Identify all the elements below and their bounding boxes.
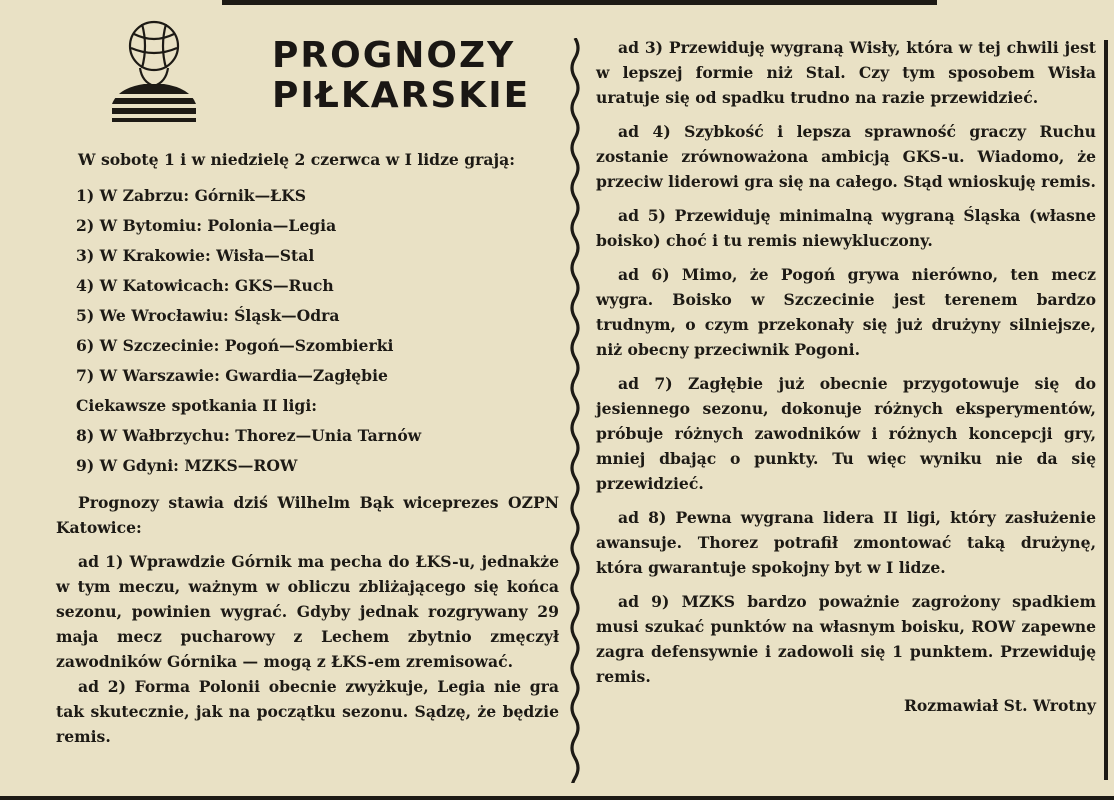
match-item: 3) W Krakowie: Wisła—Stal	[76, 246, 315, 265]
prediction-3: ad 3) Przewiduję wygraną Wisły, która w tej chwili jest w lepszej formie niż Stal. Czy tym sposobem Wisła uratuje się od spadku trudno na razie przewidzieć.	[596, 38, 1096, 107]
match-item: 8) W Wałbrzychu: Thorez—Unia Tarnów	[76, 426, 422, 445]
match-item: 6) W Szczecinie: Pogoń—Szombierki	[76, 336, 394, 355]
predictor-paragraph: Prognozy stawia dziś Wilhelm Bąk wiceprezes OZPN Katowice:	[56, 493, 559, 537]
match-item: 4) W Katowicach: GKS—Ruch	[76, 276, 334, 295]
prediction-2: ad 2) Forma Polonii obecnie zwyżkuje, Legia nie gra tak skutecznie, jak na początku sezonu. Sądzę, że będzie remis.	[56, 677, 559, 746]
right-column	[596, 35, 1096, 718]
prediction-8: ad 8) Pewna wygrana lidera II ligi, który zasłużenie awansuje. Thorez potrafił zmontować taką drużynę, która gwarantuje spokojny byt w I lidze.	[596, 508, 1096, 577]
page-title	[272, 36, 562, 116]
prediction-7: ad 7) Zagłębie już obecnie przygotowuje się do jesiennego sezonu, dokonuje różnych eksperymentów, próbuje różnych zawodników i różnych koncepcji gry, mniej dbając o punkty. Tu więc wyniku nie da się przewidzieć.	[596, 374, 1096, 493]
prediction-1: ad 1) Wprawdzie Górnik ma pecha do ŁKS-u, jednakże w tym meczu, ważnym w obliczu zbliżającego się końca sezonu, powinien wygrać. Gdyby jednak rozgrywany 29 maja mecz pucharowy z Lechem zbytnio zmęczył zawodników Górnika — mogą z ŁKS-em zremisować.	[56, 552, 559, 671]
footballer-icon	[104, 16, 200, 122]
prediction-4: ad 4) Szybkość i lepsza sprawność graczy Ruchu zostanie zrównoważona ambicją GKS-u. Wiadomo, że przeciw liderowi gra się na całego. Stąd wnioskuję remis.	[596, 122, 1096, 191]
league1-match-list	[56, 181, 559, 481]
league2-heading: Ciekawsze spotkania II ligi:	[76, 396, 318, 415]
bottom-rule	[0, 796, 1114, 800]
prediction-5: ad 5) Przewiduję minimalną wygraną Śląska (własne boisko) choć i tu remis niewykluczony.	[596, 206, 1096, 250]
intro-paragraph: W sobotę 1 i w niedzielę 2 czerwca w I lidze grają:	[78, 150, 515, 169]
top-rule	[222, 0, 937, 5]
match-item: 1) W Zabrzu: Górnik—ŁKS	[76, 186, 307, 205]
match-item: 9) W Gdyni: MZKS—ROW	[76, 456, 298, 475]
match-item: 5) We Wrocławiu: Śląsk—Odra	[76, 306, 340, 325]
author-signature: Rozmawiał St. Wrotny	[903, 696, 1096, 715]
left-column	[56, 147, 559, 749]
right-rule	[1104, 40, 1108, 780]
match-item: 2) W Bytomiu: Polonia—Legia	[76, 216, 337, 235]
title-line-1: PROGNOZY	[272, 35, 516, 76]
prediction-6: ad 6) Mimo, że Pogoń grywa nierówno, ten mecz wygra. Boisko w Szczecinie jest terenem bardzo trudnym, o czym przekonały się już drużyny silniejsze, niż obecny przeciwnik Pogoni.	[596, 265, 1096, 359]
title-line-2: PIŁKARSKIE	[272, 75, 531, 116]
match-item: 7) W Warszawie: Gwardia—Zagłębie	[76, 366, 388, 385]
column-divider	[565, 38, 585, 783]
prediction-9: ad 9) MZKS bardzo poważnie zagrożony spadkiem musi szukać punktów na własnym boisku, ROW zapewne zagra defensywnie i zadowoli się 1 punktem. Przewiduję remis.	[596, 592, 1096, 686]
